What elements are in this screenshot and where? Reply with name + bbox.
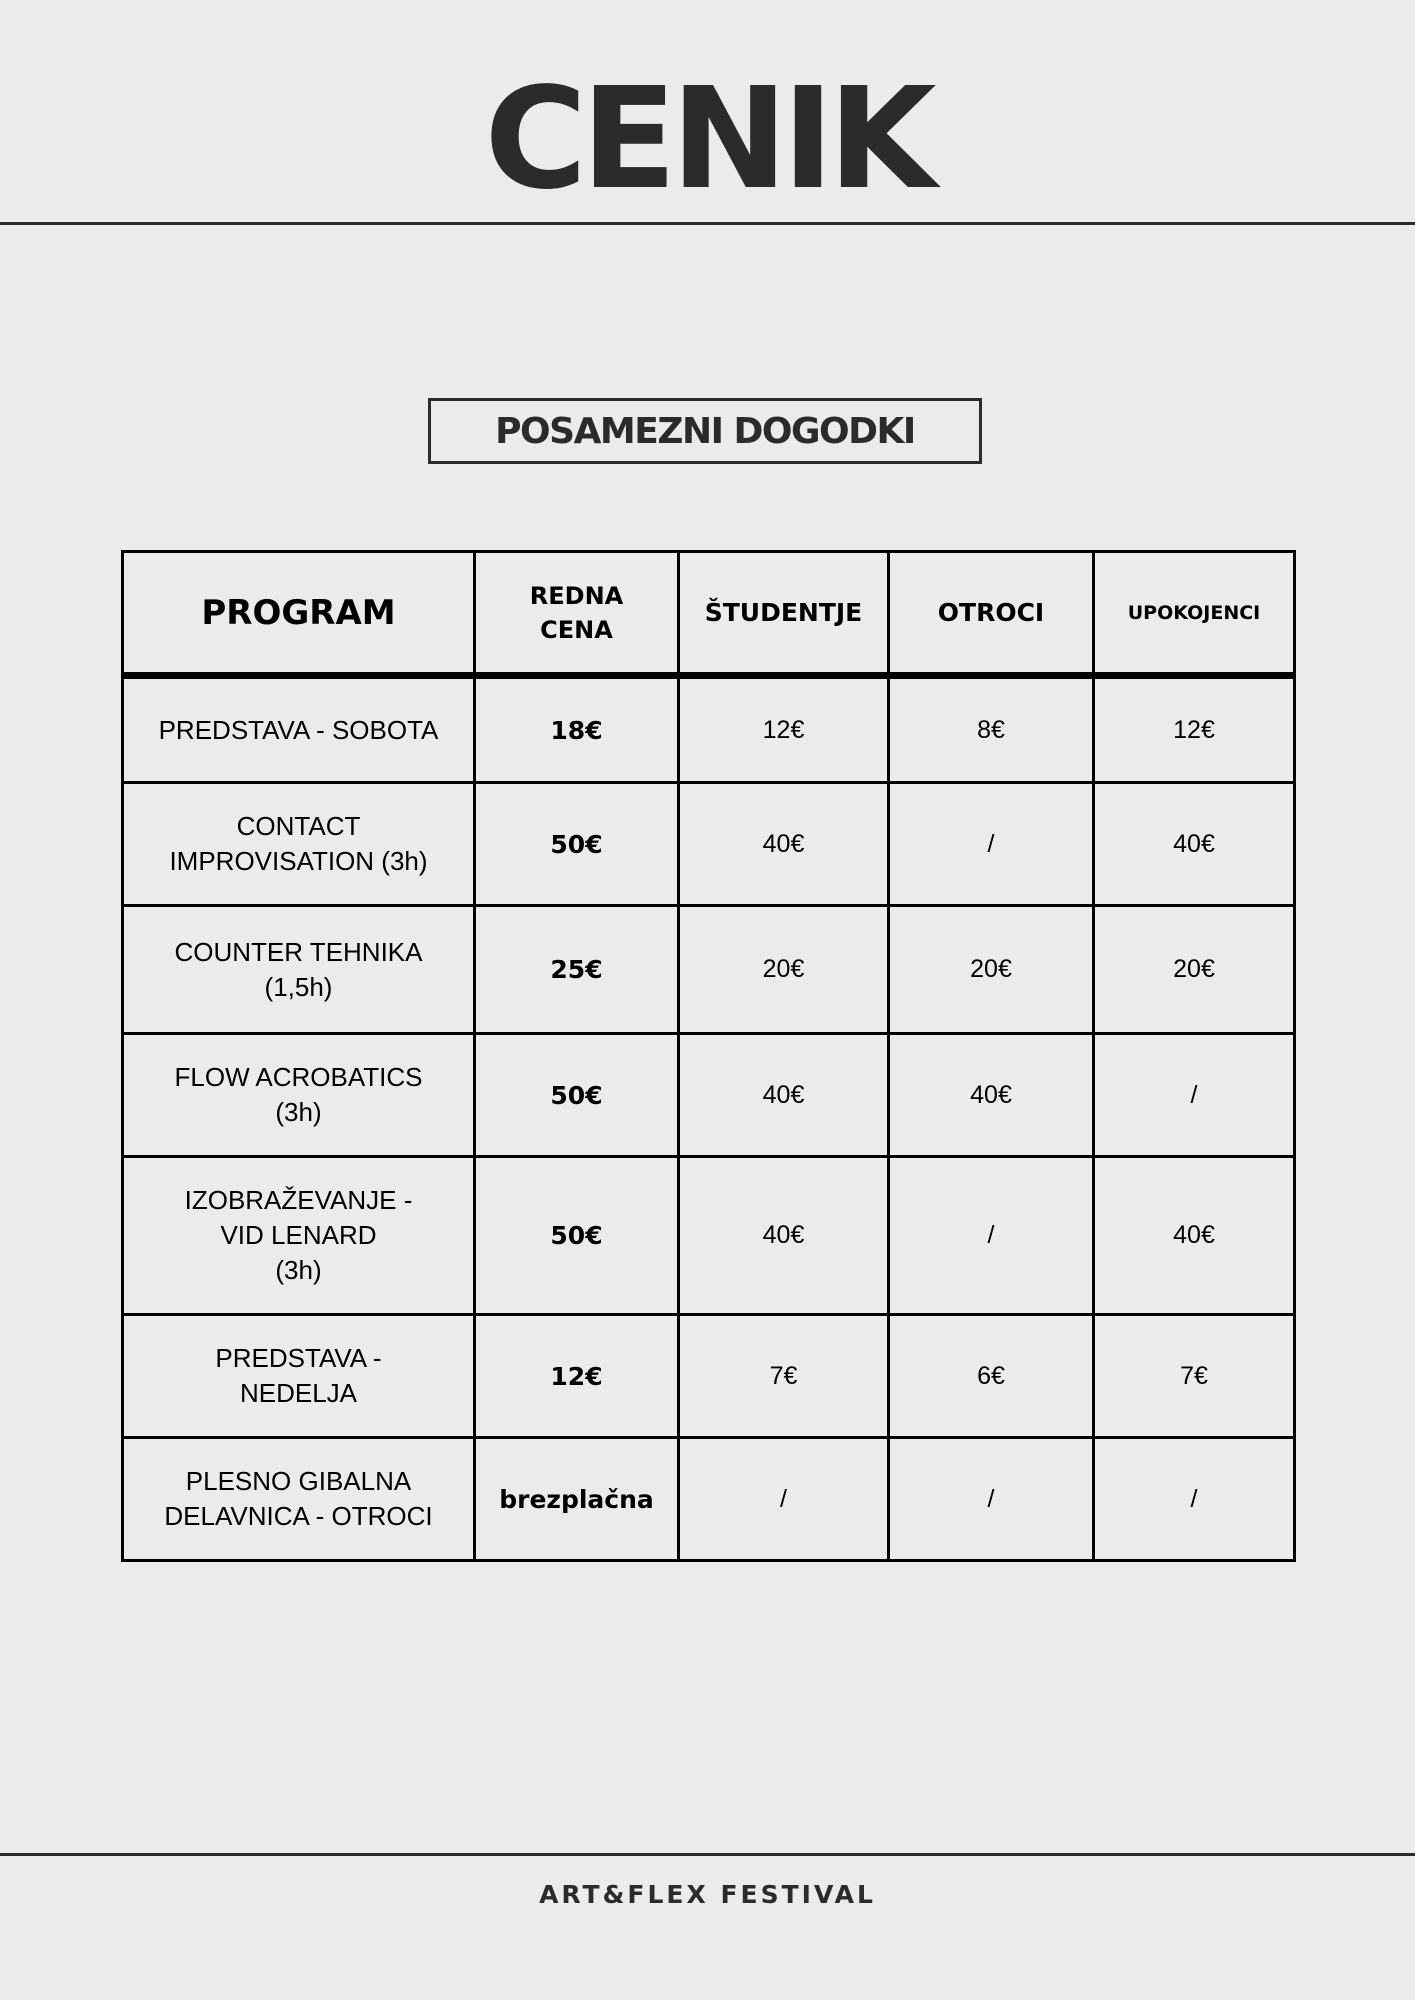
bottom-divider [0,1853,1415,1856]
program-name-line: DELAVNICA - OTROCI [164,1501,433,1531]
program-name-line: (3h) [275,1097,322,1127]
cell-otroci: 8€ [889,676,1094,783]
program-name-line: COUNTER TEHNIKA [174,936,423,967]
program-name-line: PREDSTAVA - [215,1343,382,1373]
header-redna-line2: CENA [540,615,613,644]
program-name-line: PREDSTAVA - SOBOTA [158,714,439,745]
cell-studentje: 40€ [679,1157,889,1315]
cell-redna-cena: 50€ [475,1034,679,1157]
cell-program [123,1438,475,1561]
cell-studentje: 20€ [679,906,889,1034]
price-table [121,550,1296,1562]
program-name-line: CONTACT [236,811,361,841]
cell-redna-cena: 50€ [475,1157,679,1315]
table-header-row [123,552,1295,676]
header-studentje: ŠTUDENTJE [679,552,889,676]
cell-redna-cena: 25€ [475,906,679,1034]
header-redna-cena [475,552,679,676]
program-name-line: (3h) [275,1255,322,1285]
program-name-line: NEDELJA [239,1378,358,1408]
program-name-line: PLESNO GIBALNA [185,1466,412,1496]
cell-studentje: 40€ [679,1034,889,1157]
cell-redna-cena: 12€ [475,1315,679,1438]
cell-upokojenci: 20€ [1094,906,1295,1034]
table-row [123,1157,1295,1315]
cell-otroci: / [889,1438,1094,1561]
cell-upokojenci: 40€ [1094,783,1295,906]
program-name-line: (1,5h) [264,971,333,1002]
header-upokojenci: UPOKOJENCI [1094,552,1295,676]
cell-upokojenci: / [1094,1034,1295,1157]
table-row [123,906,1295,1034]
cell-otroci: / [889,783,1094,906]
cell-studentje: 12€ [679,676,889,783]
table-row [123,1438,1295,1561]
page-title: CENIK [484,58,931,221]
cell-studentje: 7€ [679,1315,889,1438]
cell-upokojenci: / [1094,1438,1295,1561]
table-row [123,1034,1295,1157]
header-redna-line1: REDNA [529,581,624,610]
cell-program [123,1315,475,1438]
program-name-line: VID LENARD [220,1220,377,1250]
top-divider [0,222,1415,225]
cell-otroci: 40€ [889,1034,1094,1157]
table-row [123,676,1295,783]
cell-studentje: 40€ [679,783,889,906]
cell-otroci: / [889,1157,1094,1315]
cell-upokojenci: 12€ [1094,676,1295,783]
cell-upokojenci: 7€ [1094,1315,1295,1438]
table-row [123,783,1295,906]
program-name-line: IMPROVISATION (3h) [169,846,428,876]
cell-program [123,1034,475,1157]
cell-program [123,676,475,783]
cell-otroci: 6€ [889,1315,1094,1438]
cell-otroci: 20€ [889,906,1094,1034]
cell-redna-cena: 50€ [475,783,679,906]
cell-program [123,906,475,1034]
cell-redna-cena: brezplačna [475,1438,679,1561]
program-name-line: IZOBRAŽEVANJE - [184,1185,413,1215]
section-heading: POSAMEZNI DOGODKI [495,410,915,452]
program-name-line: FLOW ACROBATICS [174,1062,423,1092]
cell-upokojenci: 40€ [1094,1157,1295,1315]
header-program: PROGRAM [123,552,475,676]
cell-studentje: / [679,1438,889,1561]
cell-program [123,1157,475,1315]
footer-festival-name: ART&FLEX FESTIVAL [539,1880,876,1909]
section-heading-box [428,398,982,464]
table-row [123,1315,1295,1438]
header-otroci: OTROCI [889,552,1094,676]
cell-redna-cena: 18€ [475,676,679,783]
cell-program [123,783,475,906]
